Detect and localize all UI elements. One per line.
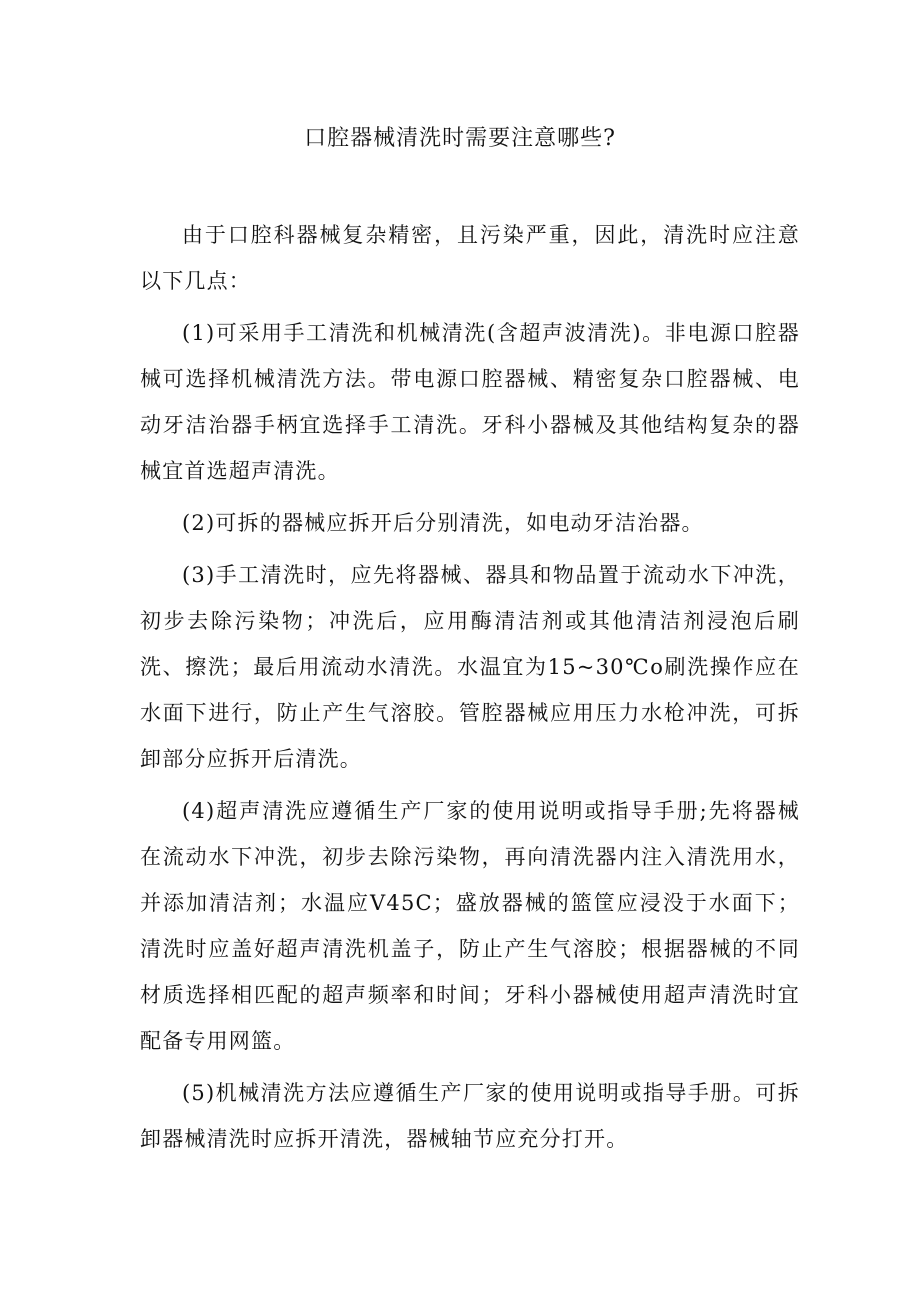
paragraph-4: (4)超声清洗应遵循生产厂家的使用说明或指导手册;先将器械在流动水下冲洗，初步去除污染物，再向清洗器内注入清洗用水，并添加清洁剂；水温应V45C；盛放器械的篮筐应浸没于水面下；清洗时应盖好超声清洗机盖子，防止产生气溶胶；根据器械的不同材质选择相匹配的超声频率和时间；牙科小器械使用超声清洗时宜配备专用网篮。 xyxy=(140,799,800,1053)
document-body xyxy=(140,212,800,1168)
paragraph-3: (3)手工清洗时，应先将器械、器具和物品置于流动水下冲洗，初步去除污染物；冲洗后，应用酶清洁剂或其他清洁剂浸泡后刷洗、擦洗；最后用流动水清洗。水温宜为15~30℃o刷洗操作应在水面下进行，防止产生气溶胶。管腔器械应用压力水枪冲洗，可拆卸部分应拆开后清洗。 xyxy=(140,563,800,771)
paragraph-1: (1)可采用手工清洗和机械清洗(含超声波清洗)。非电源口腔器械可选择机械清洗方法。带电源口腔器械、精密复杂口腔器械、电动牙洁治器手柄宜选择手工清洗。牙科小器械及其他结构复杂的器械宜首选超声清洗。 xyxy=(140,321,800,483)
paragraph-5: (5)机械清洗方法应遵循生产厂家的使用说明或指导手册。可拆卸器械清洗时应拆开清洗，器械轴节应充分打开。 xyxy=(140,1081,800,1151)
paragraph-2: (2)可拆的器械应拆开后分别清洗，如电动牙洁治器。 xyxy=(182,511,704,535)
intro-paragraph: 由于口腔科器械复杂精密，且污染严重，因此，清洗时应注意以下几点： xyxy=(140,223,800,293)
page-title: 口腔器械清洗时需要注意哪些? xyxy=(304,126,616,151)
